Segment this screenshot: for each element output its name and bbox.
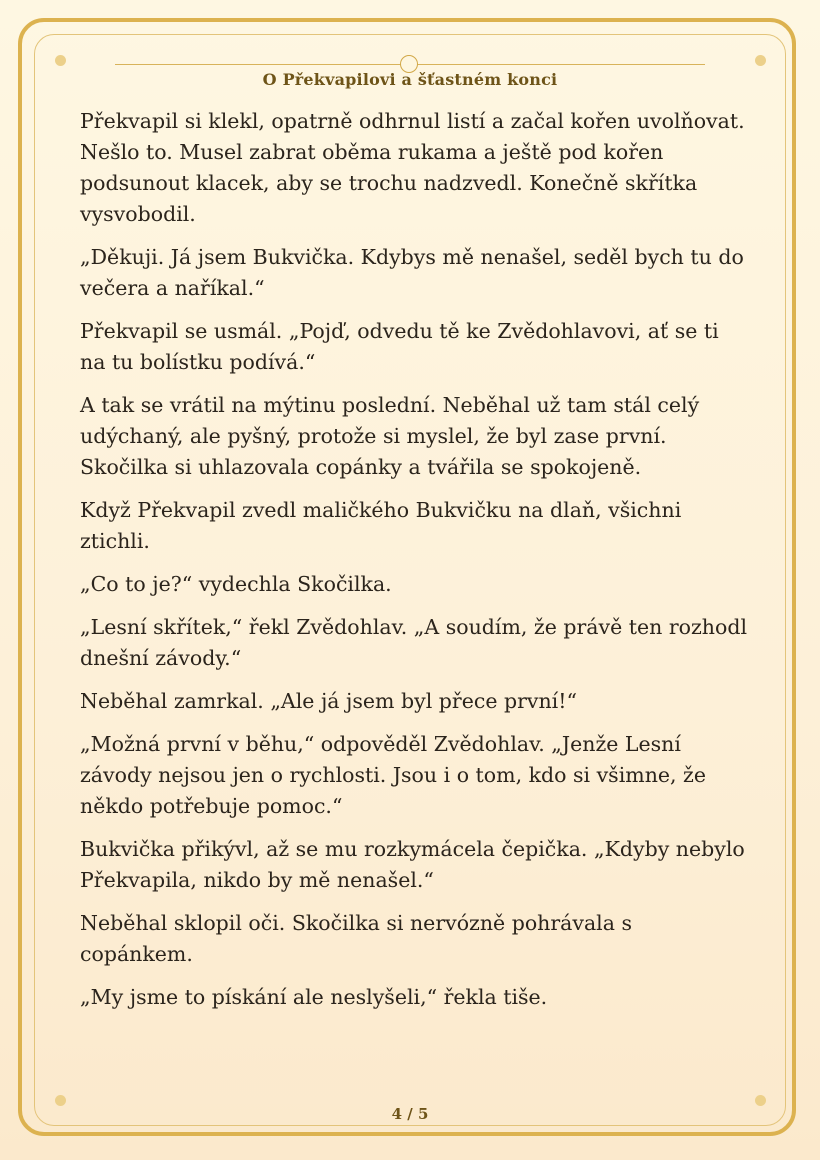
corner-ornament-top-left bbox=[55, 55, 66, 66]
story-paragraph: Překvapil si klekl, opatrně odhrnul listí a začal kořen uvolňovat. Nešlo to. Musel zabrat oběma rukama a ještě pod kořen podsunout klacek, aby se trochu nadzvedl. Konečně skřítka vysvobodil. bbox=[80, 109, 745, 226]
story-paragraph: „Děkuji. Já jsem Bukvička. Kdybys mě nenašel, seděl bych tu do večera a naříkal.“ bbox=[80, 245, 744, 300]
page-title: O Překvapilovi a šťastném konci bbox=[262, 70, 558, 89]
story-paragraph: „Co to je?“ vydechla Skočilka. bbox=[80, 572, 392, 596]
story-paragraph: Neběhal zamrkal. „Ale já jsem byl přece první!“ bbox=[80, 689, 577, 713]
story-paragraph: „My jsme to pískání ale neslyšeli,“ řekla tiše. bbox=[80, 985, 548, 1009]
story-paragraph: „Lesní skřítek,“ řekl Zvědohlav. „A soudím, že právě ten rozhodl dnešní závody.“ bbox=[80, 615, 748, 670]
story-paragraph: Když Překvapil zvedl maličkého Bukvičku na dlaň, všichni ztichli. bbox=[80, 498, 682, 553]
story-paragraph: A tak se vrátil na mýtinu poslední. Neběhal už tam stál celý udýchaný, ale pyšný, protože si myslel, že byl zase první. Skočilka si uhlazovala copánky a tvářila se spokojeně. bbox=[80, 393, 700, 479]
corner-ornament-top-right bbox=[755, 55, 766, 66]
story-paragraph: Překvapil se usmál. „Pojď, odvedu tě ke Zvědohlavovi, ať se ti na tu bolístku podívá.“ bbox=[80, 319, 719, 374]
story-paragraph: „Možná první v běhu,“ odpověděl Zvědohlav. „Jenže Lesní závody nejsou jen o rychlosti. Jsou i o tom, kdo si všimne, že někdo potřebuje pomoc.“ bbox=[80, 732, 706, 818]
story-text bbox=[80, 106, 750, 1025]
story-paragraph: Neběhal sklopil oči. Skočilka si nervózně pohrávala s copánkem. bbox=[80, 911, 632, 966]
page-number: 4 / 5 bbox=[391, 1105, 429, 1123]
story-paragraph: Bukvička přikývl, až se mu rozkymácela čepička. „Kdyby nebylo Překvapila, nikdo by mě nenašel.“ bbox=[80, 837, 745, 892]
